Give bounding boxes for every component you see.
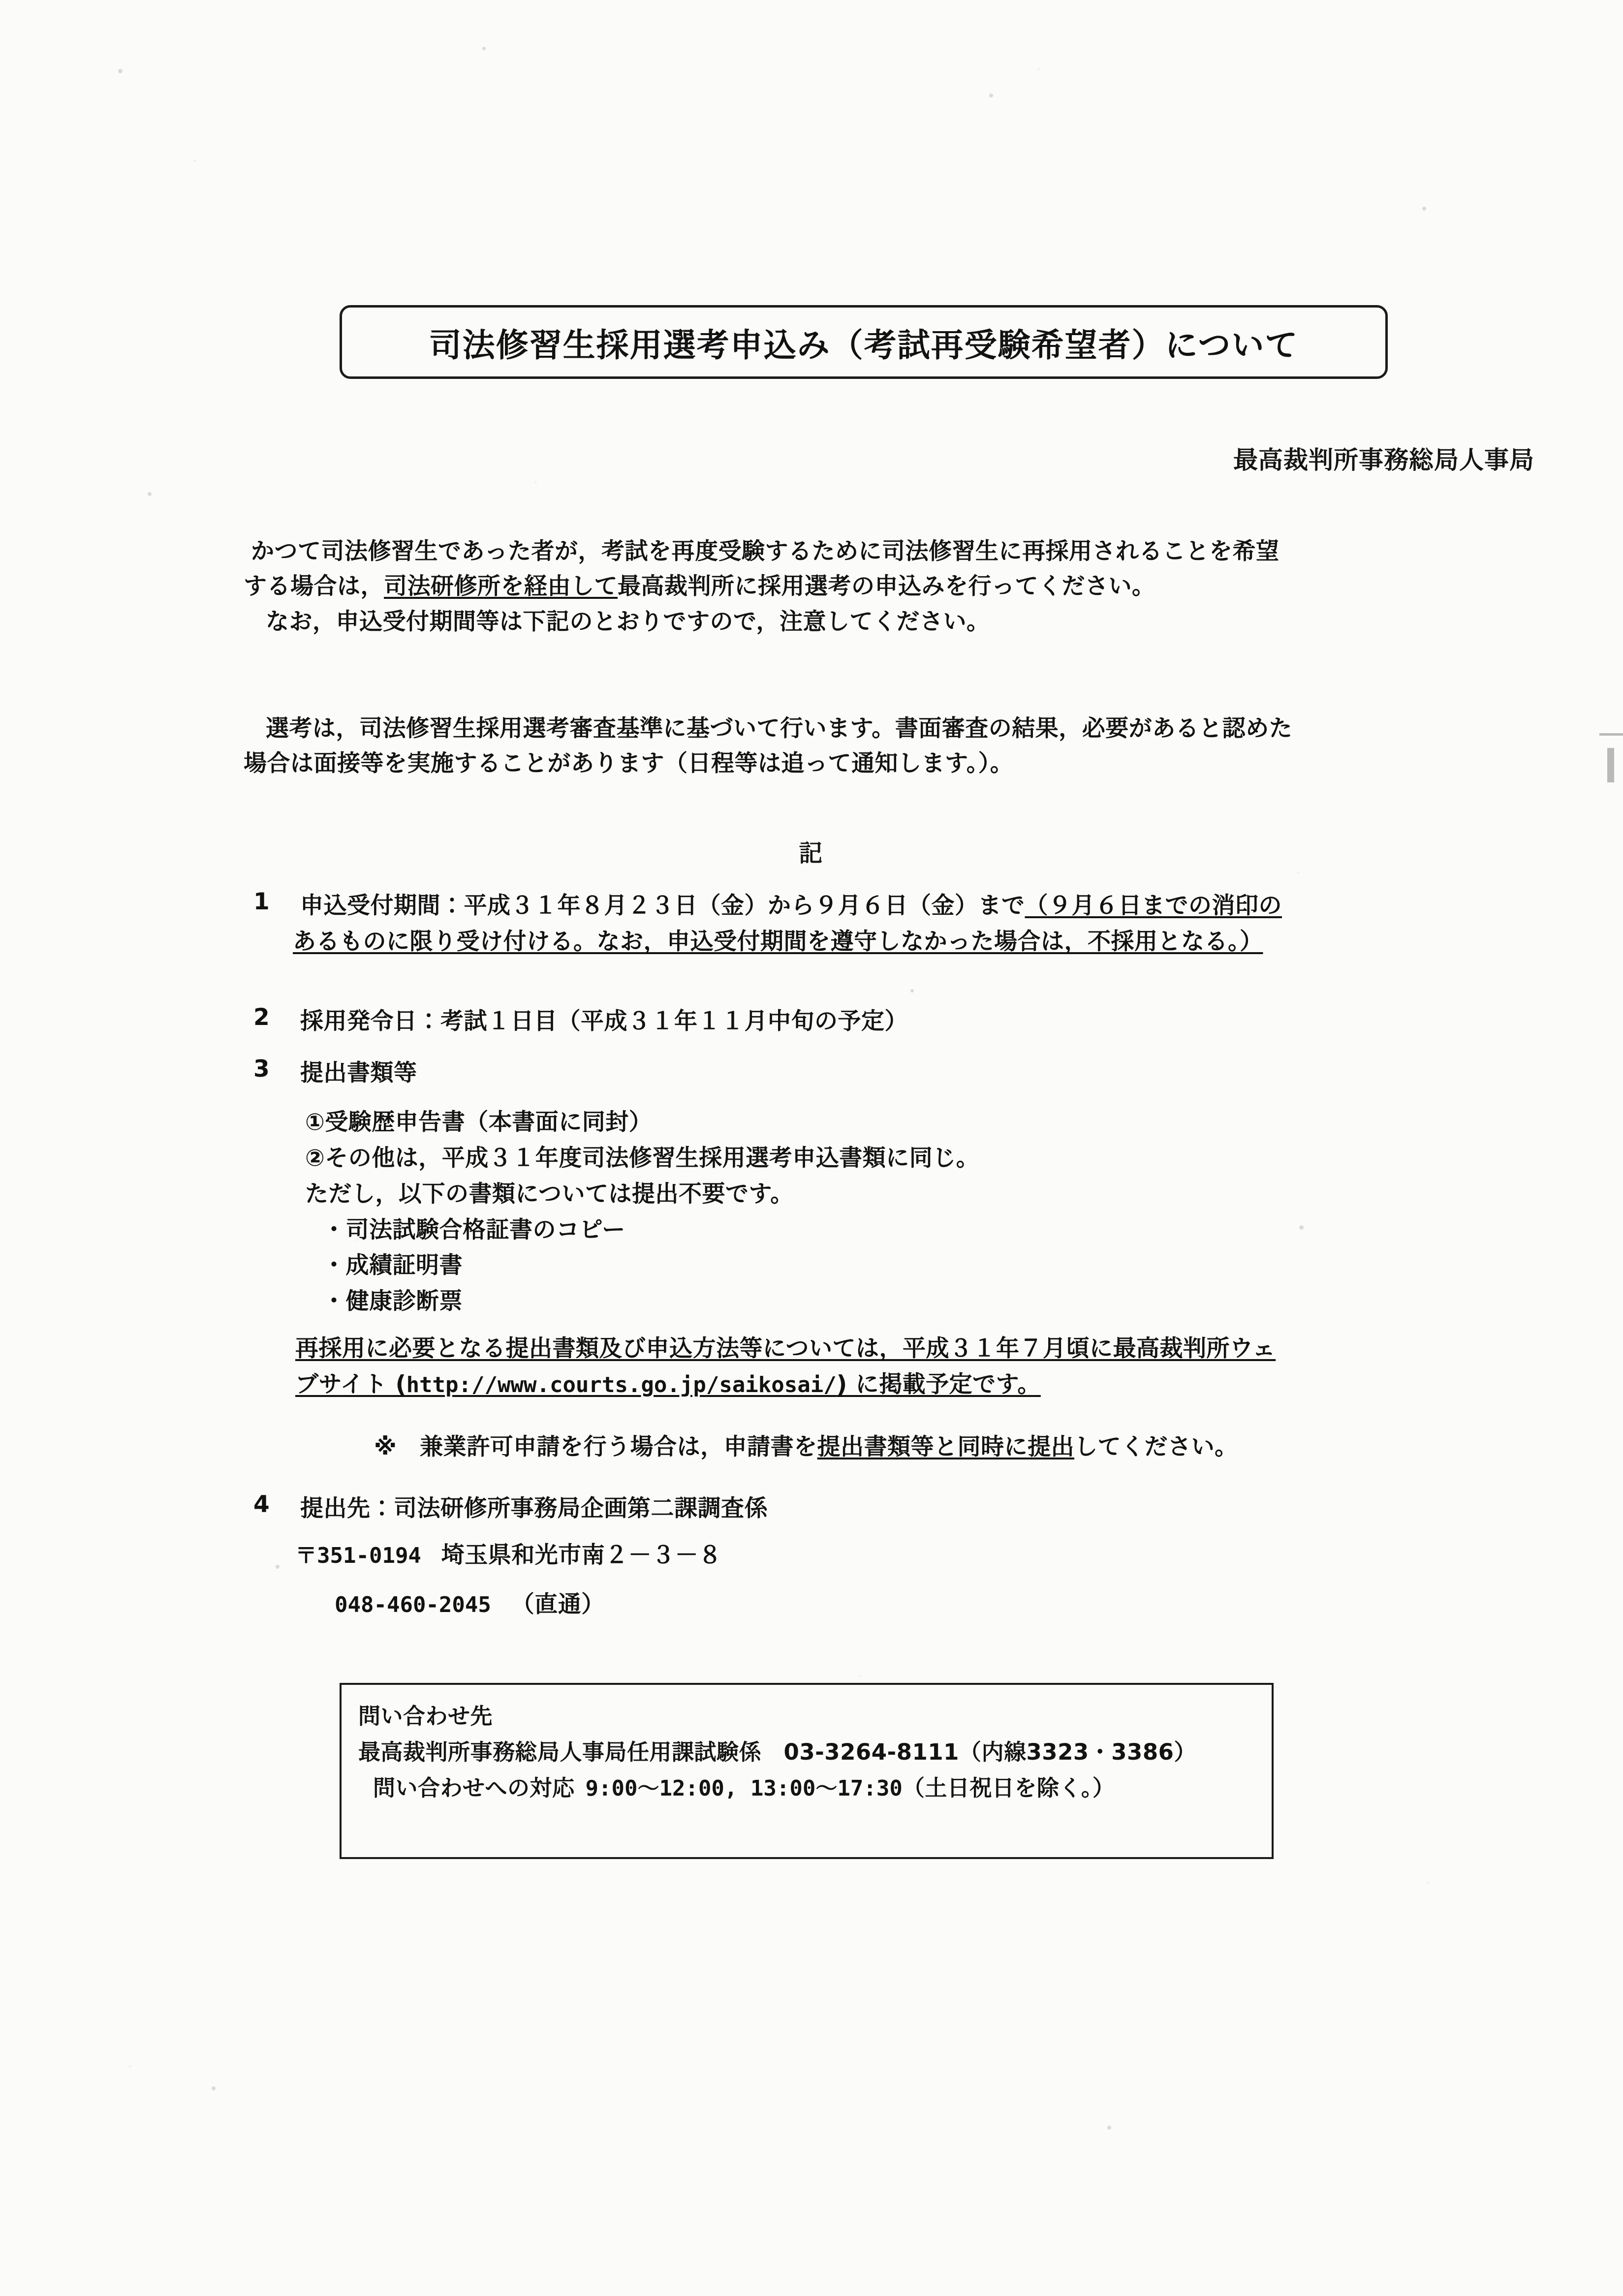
asterisk-note-underline: 提出書類等と同時に提出 — [817, 1433, 1075, 1460]
intro-line-2-pre: する場合は， — [244, 573, 384, 600]
item-3-sub-3: ただし，以下の書類については提出不要です。 — [305, 1180, 794, 1208]
scan-speck — [148, 492, 152, 496]
document-title-box — [340, 305, 1388, 379]
item-3-sub-4: ・司法試験合格証書のコピー — [322, 1216, 625, 1243]
scan-speck — [1422, 207, 1426, 211]
contact-hours-label: 問い合わせへの対応 — [373, 1774, 575, 1801]
item-3-sub-list — [305, 1105, 1521, 1320]
scan-speck — [482, 47, 486, 50]
item-3-note-line-2 — [295, 1367, 1535, 1403]
item-1-body — [293, 888, 1521, 960]
item-3-sub-2: ②その他は，平成３１年度司法修習生採用選考申込書類に同じ。 — [305, 1144, 980, 1172]
scan-speck — [212, 2086, 216, 2090]
item-3-heading: 提出書類等 — [300, 1059, 417, 1086]
item-2-body: 採用発令日：考試１日目（平成３１年１１月中旬の予定） — [300, 1008, 908, 1035]
scan-speck — [989, 93, 993, 97]
intro-line-1: かつて司法修習生であった者が，考試を再度受験するために司法修習生に再採用されることを希望 — [251, 538, 1280, 565]
item-3-note-line-2-pre: ブサイト ( — [295, 1370, 406, 1398]
asterisk-note-pre: 兼業許可申請を行う場合は，申請書を — [420, 1433, 817, 1460]
item-number-1: 1 — [253, 888, 270, 915]
contact-box — [340, 1683, 1274, 1859]
item-4-address — [295, 1538, 1516, 1574]
contact-hours: 9:00～12:00, 13:00～17:30 — [585, 1775, 903, 1801]
item-3-sub-6: ・健康診断票 — [322, 1288, 463, 1315]
scan-speck — [118, 69, 123, 73]
item-3-note-line-1: 再採用に必要となる提出書類及び申込方法等については，平成３１年７月頃に最高裁判所ウェ — [295, 1335, 1276, 1362]
item-number-3: 3 — [253, 1055, 270, 1083]
screening-paragraph — [244, 711, 1511, 781]
item-4-phone — [335, 1587, 1555, 1623]
item-1-line-1 — [300, 888, 1521, 924]
issuer-line: 最高裁判所事務総局人事局 — [1233, 446, 1534, 474]
scan-speck — [276, 1565, 280, 1569]
scan-speck — [910, 989, 914, 993]
item-1-line-2: あるものに限り受け付ける。なお，申込受付期間を遵守しなかった場合は，不採用となる。） — [293, 928, 1263, 955]
contact-heading: 問い合わせ先 — [358, 1703, 493, 1729]
intro-line-2 — [244, 569, 1511, 604]
screening-line-2: 場合は面接等を実施することがあります（日程等は追って通知します。）。 — [244, 750, 1014, 777]
intro-line-3: なお，申込受付期間等は下記のとおりですので，注意してください。 — [266, 608, 990, 635]
intro-line-2-post: 最高裁判所に採用選考の申込みを行ってください。 — [618, 573, 1155, 600]
postal-code: 〒351-0194 — [295, 1543, 421, 1568]
item-3-note-line-2-post: ) に掲載予定です。 — [836, 1370, 1041, 1398]
intro-paragraph — [244, 534, 1511, 639]
item-3-note — [295, 1331, 1535, 1403]
contact-line-2 — [373, 1770, 1272, 1806]
screening-line-1: 選考は，司法修習生採用選考審査基準に基づいて行います。書面審査の結果，必要があると認めた — [266, 715, 1293, 742]
asterisk-note-post: してください。 — [1074, 1433, 1238, 1460]
saikosai-url[interactable]: http://www.courts.go.jp/saikosai/ — [406, 1372, 837, 1397]
item-3-sub-1: ①受験歴申告書（本書面に同封） — [305, 1109, 653, 1136]
phone-note: （直通） — [511, 1591, 605, 1618]
item-number-4: 4 — [253, 1491, 270, 1518]
item-3-asterisk-note — [374, 1429, 1535, 1465]
contact-inner — [342, 1685, 1272, 1806]
asterisk-icon: ※ — [374, 1433, 397, 1460]
contact-line-1: 最高裁判所事務総局人事局任用課試験係 03-3264-8111（内線3323・3386） — [358, 1738, 1196, 1765]
page-title: 司法修習生採用選考申込み（考試再受験希望者）について — [429, 326, 1299, 364]
item-4-heading: 提出先：司法研修所事務局企画第二課調査係 — [300, 1495, 768, 1522]
intro-line-2-underline: 司法研修所を経由して — [384, 573, 618, 600]
item-1-line-1-underline: （９月６日までの消印の — [1025, 892, 1282, 919]
item-1-line-1-plain: 申込受付期間：平成３１年８月２３日（金）から９月６日（金）まで — [300, 892, 1025, 919]
scan-speck — [1107, 2126, 1111, 2130]
item-number-2: 2 — [253, 1004, 270, 1031]
contact-hours-note: （土日祝日を除く。） — [902, 1774, 1115, 1801]
address-text: 埼玉県和光市南２－３－８ — [441, 1542, 722, 1569]
phone-number: 048-460-2045 — [335, 1592, 491, 1617]
ki-label: 記 — [799, 839, 824, 867]
item-3-sub-5: ・成績証明書 — [322, 1252, 463, 1279]
scan-edge-mark — [1599, 733, 1623, 736]
scan-edge-mark — [1607, 748, 1614, 782]
